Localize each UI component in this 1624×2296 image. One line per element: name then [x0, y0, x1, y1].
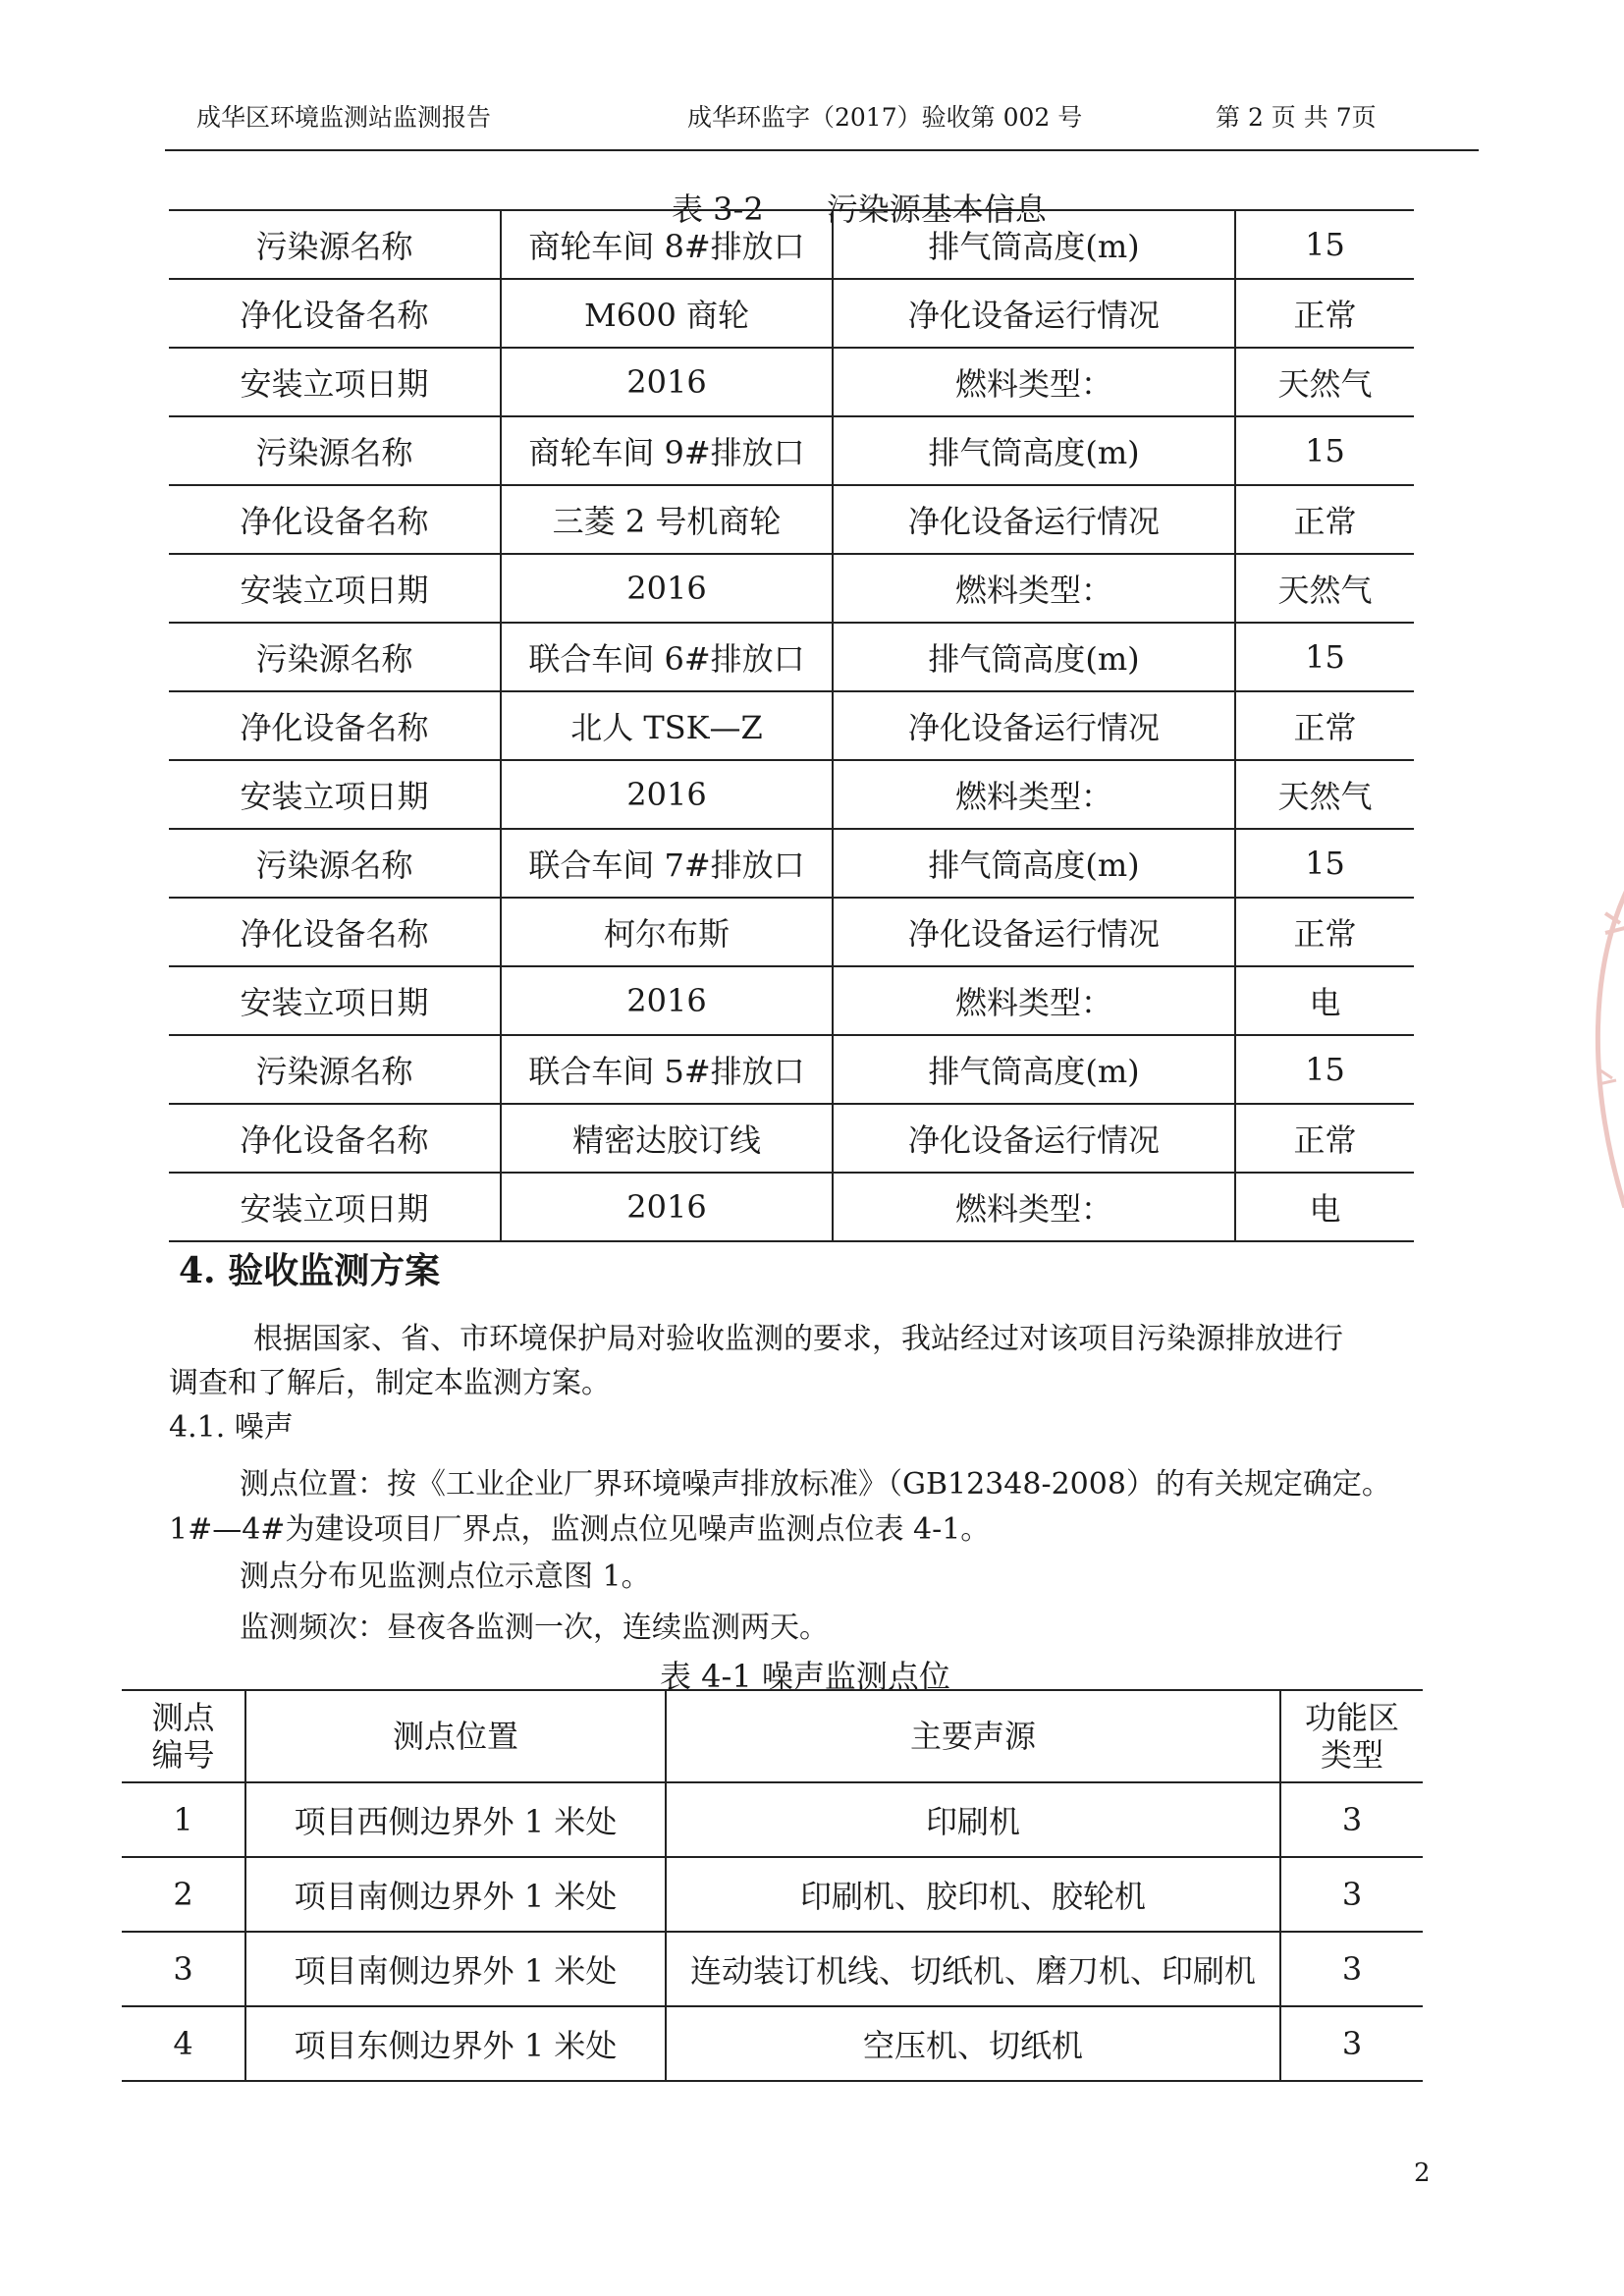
column-header: 测点位置 [245, 1690, 666, 1782]
table-cell-field-value: 2016 [501, 966, 833, 1035]
subsection-4-1-heading: 4.1. 噪声 [169, 1410, 294, 1445]
table-cell-field-label: 安装立项日期 [169, 760, 501, 829]
table-cell: 2 [122, 1857, 245, 1932]
monitoring-frequency-text: 监测频次：昼夜各监测一次，连续监测两天。 [240, 1611, 829, 1645]
table-cell: 连动装订机线、切纸机、磨刀机、印刷机 [666, 1932, 1280, 2006]
table-cell: 印刷机、胶印机、胶轮机 [666, 1857, 1280, 1932]
table-cell-field-label: 排气筒高度(m) [833, 416, 1235, 485]
table-cell: 3 [1280, 1932, 1423, 2006]
table-row [122, 2006, 1423, 2081]
table-row [169, 966, 1414, 1035]
table-row [169, 485, 1414, 554]
table-row [169, 279, 1414, 348]
table-row [169, 1104, 1414, 1173]
seal-stamp-fragment [1571, 884, 1624, 1208]
point-distribution-text: 测点分布见监测点位示意图 1。 [240, 1559, 651, 1594]
table-cell-field-value: 正常 [1235, 279, 1414, 348]
table-cell-field-label: 排气筒高度(m) [833, 829, 1235, 898]
table-cell: 印刷机 [666, 1782, 1280, 1857]
table-cell-field-value: 正常 [1235, 1104, 1414, 1173]
table-cell-field-value: 2016 [501, 554, 833, 623]
table-cell-field-label: 污染源名称 [169, 210, 501, 279]
table-cell-field-label: 燃料类型： [833, 966, 1235, 1035]
table-cell-field-value: 15 [1235, 1035, 1414, 1104]
table-cell-field-label: 净化设备运行情况 [833, 485, 1235, 554]
table-cell-field-label: 安装立项日期 [169, 554, 501, 623]
table-cell: 3 [1280, 1782, 1423, 1857]
column-header: 功能区 类型 [1280, 1690, 1423, 1782]
noise-monitoring-table [122, 1689, 1423, 2082]
table-cell-field-label: 净化设备名称 [169, 898, 501, 966]
table-cell-field-label: 污染源名称 [169, 623, 501, 691]
table-cell-field-value: 正常 [1235, 691, 1414, 760]
table-cell: 空压机、切纸机 [666, 2006, 1280, 2081]
pollution-source-table [169, 209, 1414, 1242]
header-report-name: 成华区环境监测站监测报告 [196, 103, 492, 132]
table-cell: 3 [122, 1932, 245, 2006]
table-row [169, 348, 1414, 416]
table-cell-field-value: 15 [1235, 829, 1414, 898]
table-cell-field-value: 电 [1235, 1173, 1414, 1241]
table-cell-field-value: 联合车间 5#排放口 [501, 1035, 833, 1104]
table-row [169, 416, 1414, 485]
table-cell-field-value: M600 商轮 [501, 279, 833, 348]
measure-location-line-1: 测点位置：按《工业企业厂界环境噪声排放标准》（GB12348-2008）的有关规定确定。 [240, 1467, 1391, 1502]
table-cell-field-label: 污染源名称 [169, 829, 501, 898]
table-cell-field-label: 燃料类型： [833, 348, 1235, 416]
table-cell: 项目南侧边界外 1 米处 [245, 1857, 666, 1932]
table-row [169, 554, 1414, 623]
table-cell-field-label: 排气筒高度(m) [833, 210, 1235, 279]
table-cell-field-label: 燃料类型： [833, 760, 1235, 829]
table-row [169, 623, 1414, 691]
table-row [169, 1173, 1414, 1241]
table-cell-field-value: 柯尔布斯 [501, 898, 833, 966]
table-row [169, 898, 1414, 966]
table-cell-field-label: 净化设备运行情况 [833, 898, 1235, 966]
table-cell-field-value: 2016 [501, 760, 833, 829]
table-cell: 3 [1280, 1857, 1423, 1932]
table-cell-field-label: 燃料类型： [833, 1173, 1235, 1241]
table-cell-field-label: 污染源名称 [169, 1035, 501, 1104]
header-page-count: 第 2 页 共 7页 [1216, 103, 1377, 132]
table-row [122, 1932, 1423, 2006]
table-cell-field-value: 15 [1235, 210, 1414, 279]
table-cell-field-label: 安装立项日期 [169, 1173, 501, 1241]
table-cell: 4 [122, 2006, 245, 2081]
table-row [169, 829, 1414, 898]
table-cell-field-value: 2016 [501, 1173, 833, 1241]
table-cell-field-value: 2016 [501, 348, 833, 416]
table-cell-field-label: 排气筒高度(m) [833, 1035, 1235, 1104]
section-4-heading: 4. 验收监测方案 [179, 1250, 441, 1291]
table-row [169, 760, 1414, 829]
table-cell-field-label: 污染源名称 [169, 416, 501, 485]
table-cell-field-label: 排气筒高度(m) [833, 623, 1235, 691]
table-cell-field-value: 联合车间 6#排放口 [501, 623, 833, 691]
measure-location-line-2: 1#—4#为建设项目厂界点，监测点位见噪声监测点位表 4-1。 [169, 1512, 991, 1547]
table-cell-field-label: 净化设备运行情况 [833, 1104, 1235, 1173]
table-cell: 3 [1280, 2006, 1423, 2081]
page-number: 2 [1414, 2159, 1431, 2188]
table-cell-field-label: 燃料类型： [833, 554, 1235, 623]
intro-line-2: 调查和了解后，制定本监测方案。 [169, 1366, 611, 1400]
intro-line-1: 根据国家、省、市环境保护局对验收监测的要求，我站经过对该项目污染源排放进行 [253, 1322, 1343, 1356]
table-cell-field-label: 净化设备名称 [169, 1104, 501, 1173]
table-cell-field-value: 北人 TSK—Z [501, 691, 833, 760]
table-cell-field-value: 联合车间 7#排放口 [501, 829, 833, 898]
table-row [122, 1782, 1423, 1857]
header-rule [165, 149, 1479, 151]
table-cell-field-value: 三菱 2 号机商轮 [501, 485, 833, 554]
column-header: 测点 编号 [122, 1690, 245, 1782]
table-cell-field-label: 净化设备名称 [169, 279, 501, 348]
column-header: 主要声源 [666, 1690, 1280, 1782]
table-cell: 项目西侧边界外 1 米处 [245, 1782, 666, 1857]
table-cell-field-value: 天然气 [1235, 554, 1414, 623]
table-cell-field-label: 净化设备名称 [169, 691, 501, 760]
table-cell-field-value: 天然气 [1235, 348, 1414, 416]
table-cell-field-label: 净化设备运行情况 [833, 691, 1235, 760]
table-cell-field-value: 精密达胶订线 [501, 1104, 833, 1173]
table-row [122, 1857, 1423, 1932]
table-cell-field-value: 商轮车间 8#排放口 [501, 210, 833, 279]
table-cell-field-value: 商轮车间 9#排放口 [501, 416, 833, 485]
table-cell: 项目南侧边界外 1 米处 [245, 1932, 666, 2006]
table-row [169, 691, 1414, 760]
table-cell-field-value: 正常 [1235, 485, 1414, 554]
table-cell: 1 [122, 1782, 245, 1857]
table-cell-field-value: 电 [1235, 966, 1414, 1035]
table-header-row [122, 1690, 1423, 1782]
table-cell-field-label: 安装立项日期 [169, 966, 501, 1035]
table-cell-field-value: 15 [1235, 623, 1414, 691]
table-cell-field-value: 15 [1235, 416, 1414, 485]
table-cell-field-label: 安装立项日期 [169, 348, 501, 416]
table-cell-field-value: 正常 [1235, 898, 1414, 966]
table-cell-field-label: 净化设备名称 [169, 485, 501, 554]
table-row [169, 210, 1414, 279]
header-report-number: 成华环监字（2017）验收第 002 号 [687, 103, 1083, 132]
table-row [169, 1035, 1414, 1104]
table-4-1-title: 表 4-1 噪声监测点位 [660, 1658, 950, 1695]
table-cell-field-value: 天然气 [1235, 760, 1414, 829]
table-cell-field-label: 净化设备运行情况 [833, 279, 1235, 348]
table-3-2-title: 表 3-2 污染源基本信息 [672, 191, 1047, 228]
table-cell: 项目东侧边界外 1 米处 [245, 2006, 666, 2081]
